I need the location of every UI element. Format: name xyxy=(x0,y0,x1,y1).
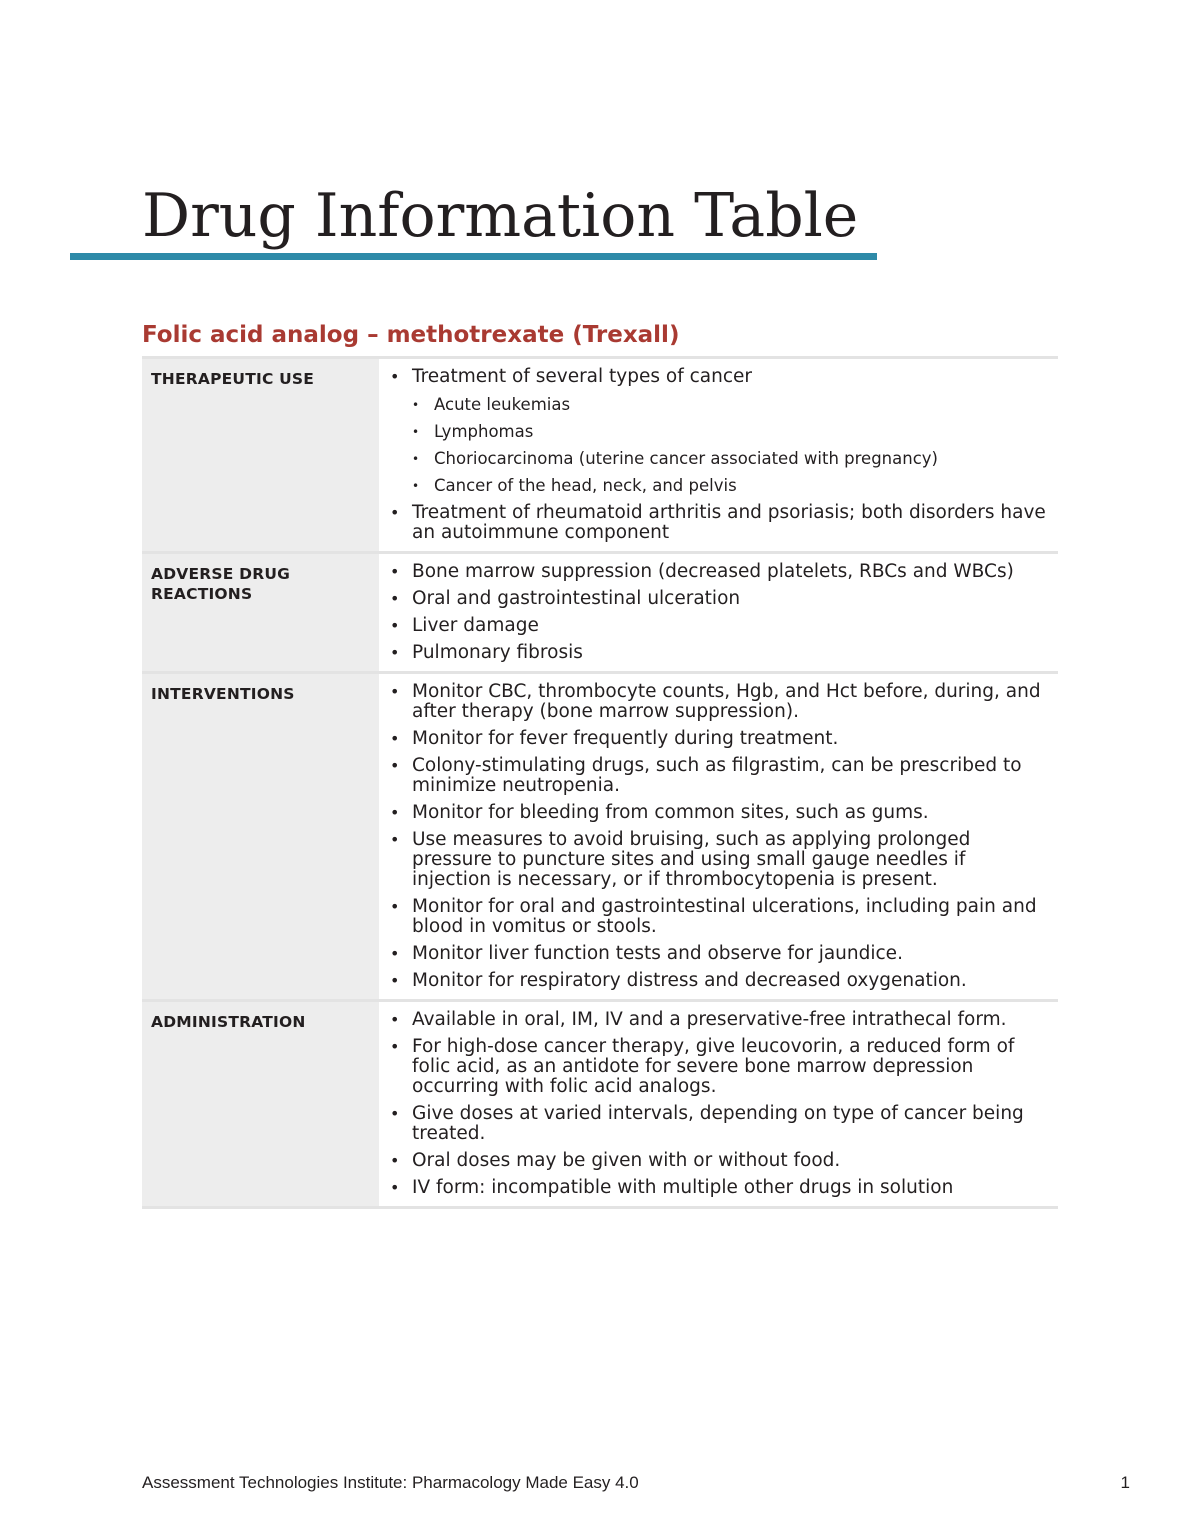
table-row-therapeutic-use xyxy=(142,358,1058,553)
list-item-text: Oral doses may be given with or without food. xyxy=(412,1150,841,1171)
bullet-icon: • xyxy=(390,682,400,701)
list-item xyxy=(387,756,1048,796)
list-item xyxy=(387,589,1048,609)
footer-source: Assessment Technologies Institute: Pharmacology Made Easy 4.0 xyxy=(142,1473,639,1492)
bullet-icon: • xyxy=(390,589,400,608)
list-item xyxy=(387,944,1048,964)
bullet-list xyxy=(387,562,1048,663)
list-item xyxy=(387,1151,1048,1171)
list-item-text: Give doses at varied intervals, depending on type of cancer being treated. xyxy=(412,1103,1024,1144)
bullet-icon: • xyxy=(390,729,400,748)
bullet-icon: • xyxy=(390,971,400,990)
list-item xyxy=(387,562,1048,582)
list-item-text: Treatment of rheumatoid arthritis and psoriasis; both disorders have an autoimmune component xyxy=(412,502,1046,543)
title-underline-rule xyxy=(70,253,877,260)
list-item xyxy=(387,897,1048,937)
list-item-text: Monitor for bleeding from common sites, such as gums. xyxy=(412,802,929,823)
sub-bullet-list xyxy=(412,395,1048,496)
bullet-icon: • xyxy=(390,803,400,822)
sub-list-item xyxy=(412,449,1048,469)
bullet-icon: • xyxy=(390,1151,400,1170)
list-item-text: IV form: incompatible with multiple other drugs in solution xyxy=(412,1177,954,1198)
bullet-icon: • xyxy=(390,944,400,963)
sub-bullet-icon: • xyxy=(412,425,420,439)
list-item-text: Oral and gastrointestinal ulceration xyxy=(412,588,741,609)
bullet-icon: • xyxy=(390,1010,400,1029)
list-item xyxy=(387,503,1048,543)
list-item-text: Available in oral, IM, IV and a preservative-free intrathecal form. xyxy=(412,1009,1007,1030)
row-content-interventions xyxy=(379,673,1058,1001)
list-item xyxy=(387,1010,1048,1030)
list-item-text: Bone marrow suppression (decreased platelets, RBCs and WBCs) xyxy=(412,561,1014,582)
list-item-text: Treatment of several types of cancer xyxy=(412,366,752,387)
bullet-icon: • xyxy=(390,562,400,581)
sub-list-item-text: Acute leukemias xyxy=(434,395,571,414)
list-item-text: Liver damage xyxy=(412,615,539,636)
bullet-icon: • xyxy=(390,643,400,662)
page-title: Drug Information Table xyxy=(142,181,859,251)
list-item xyxy=(387,729,1048,749)
row-label-interventions: INTERVENTIONS xyxy=(142,673,379,1001)
bullet-list xyxy=(387,367,1048,543)
list-item-text: Monitor for respiratory distress and decreased oxygenation. xyxy=(412,970,967,991)
bullet-icon: • xyxy=(390,503,400,522)
bullet-icon: • xyxy=(390,616,400,635)
bullet-list xyxy=(387,1010,1048,1198)
sub-bullet-icon: • xyxy=(412,452,420,466)
list-item-text: Colony-stimulating drugs, such as filgrastim, can be prescribed to minimize neutropenia. xyxy=(412,755,1022,796)
row-label-adverse-drug-reactions: ADVERSE DRUG REACTIONS xyxy=(142,553,379,673)
sub-list-item-text: Cancer of the head, neck, and pelvis xyxy=(434,476,737,495)
sub-list-item-text: Lymphomas xyxy=(434,422,534,441)
table-row-adverse-drug-reactions xyxy=(142,553,1058,673)
list-item xyxy=(387,1178,1048,1198)
bullet-icon: • xyxy=(390,1037,400,1056)
list-item-text: Monitor liver function tests and observe for jaundice. xyxy=(412,943,903,964)
bullet-icon: • xyxy=(390,1104,400,1123)
list-item xyxy=(387,367,1048,496)
row-label-therapeutic-use: THERAPEUTIC USE xyxy=(142,358,379,553)
table-row-interventions xyxy=(142,673,1058,1001)
bullet-icon: • xyxy=(390,756,400,775)
sub-bullet-icon: • xyxy=(412,479,420,493)
bullet-icon: • xyxy=(390,897,400,916)
list-item xyxy=(387,1037,1048,1097)
sub-list-item xyxy=(412,476,1048,496)
sub-list-item xyxy=(412,422,1048,442)
list-item xyxy=(387,643,1048,663)
list-item-text: Monitor for fever frequently during treatment. xyxy=(412,728,839,749)
drug-section-heading: Folic acid analog – methotrexate (Trexall) xyxy=(142,322,680,348)
drug-information-table xyxy=(142,356,1058,1209)
list-item xyxy=(387,830,1048,890)
list-item xyxy=(387,1104,1048,1144)
list-item xyxy=(387,682,1048,722)
sub-list-item-text: Choriocarcinoma (uterine cancer associated with pregnancy) xyxy=(434,449,938,468)
list-item-text: Pulmonary fibrosis xyxy=(412,642,583,663)
sub-list-item xyxy=(412,395,1048,415)
bullet-icon: • xyxy=(390,367,400,386)
bullet-icon: • xyxy=(390,1178,400,1197)
bullet-list xyxy=(387,682,1048,991)
row-content-adverse-drug-reactions xyxy=(379,553,1058,673)
list-item-text: Monitor CBC, thrombocyte counts, Hgb, and Hct before, during, and after therapy (bone marrow suppression). xyxy=(412,681,1041,722)
drug-information-table-container xyxy=(142,356,1058,1209)
list-item-text: Use measures to avoid bruising, such as applying prolonged pressure to puncture sites and using small gauge needles if injection is necessary, or if thrombocytopenia is present. xyxy=(412,829,971,890)
list-item xyxy=(387,616,1048,636)
row-content-therapeutic-use xyxy=(379,358,1058,553)
list-item xyxy=(387,803,1048,823)
list-item xyxy=(387,971,1048,991)
bullet-icon: • xyxy=(390,830,400,849)
row-content-administration xyxy=(379,1001,1058,1208)
list-item-text: Monitor for oral and gastrointestinal ulcerations, including pain and blood in vomitus or stools. xyxy=(412,896,1037,937)
sub-bullet-icon: • xyxy=(412,398,420,412)
list-item-text: For high-dose cancer therapy, give leucovorin, a reduced form of folic acid, as an antidote for severe bone marrow depression occurring with folic acid analogs. xyxy=(412,1036,1015,1097)
table-row-administration xyxy=(142,1001,1058,1208)
row-label-administration: ADMINISTRATION xyxy=(142,1001,379,1208)
page-number: 1 xyxy=(1120,1473,1130,1492)
